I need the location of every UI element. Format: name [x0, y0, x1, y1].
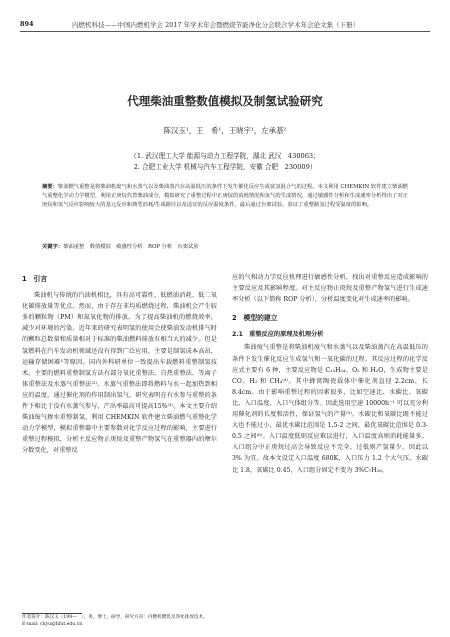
abstract	[42, 183, 408, 209]
left-column	[22, 272, 217, 457]
author-email[interactable]: E-mail: chyu@hfut.edu.cn	[22, 622, 83, 627]
header-rule	[20, 31, 430, 32]
affiliation-2: 2. 合肥工业大学 机械与汽车工程学院，安徽 合肥 230009）	[133, 163, 317, 171]
footnote	[22, 614, 218, 628]
page-number: 894	[20, 20, 34, 28]
section-heading-model: 2 模型的建立	[232, 314, 278, 323]
abstract-label: 摘要：	[42, 184, 58, 190]
affiliation-1: （1. 武汉理工大学 能源与动力工程学院，湖北 武汉 430063；	[130, 152, 320, 160]
author-list: 陈汉玉¹，王 希¹，王晓宇¹，左承基²	[163, 126, 287, 135]
running-title: 内燃机科技——中国内燃机学会 2017 年学术年会暨燃烧节能净化分会联合学术年会论文集（下册）	[72, 21, 360, 29]
mechanism-paragraph: 柴油废气重整是将柴油机废气和水蒸气以及柴油蒸汽在高温低压的条件下发生催化反应生成氢气和一氧化碳的过程。其反应过程的化学反应式主要有 6 种，主要反应物是 C₁₃H₂₄、O₂ 和 H₂O，生成物主要是 CO、H₂ 和 CH₄⁽⁴⁾。其中蜂窝陶瓷载体中催化剂直径 2.2cm，长 8.4cm。由于影响重整过程的因素很多，比如空速比、水碳比、氧碳比、入口温度、入口气体组分等。因此选用空速 10000h⁻¹ 可以充分利用催化剂的长度和活性，保证氢气的产量⁽⁵⁾。水碳比和氧碳比既不能过大也不能过小，最优水碳比范围是 1.5-2 之间，最优氧碳比范围是 0.3-0.5 之间⁽⁶⁾。入口温度低则反应难以进行，入口温度高则消耗能量多。入口组分中正庚烷过高会导致反应不完全，过低则产氢量少。因此以 3% 为宜。故本文设定入口温度 680K，入口压力 1.2 个大气压，水碳比 1.8，氧碳比 0.45，入口组分固定不变为 3%C₇H₁₆，	[232, 344, 428, 474]
keywords-text: 柴油重整 数值模拟 敏感性分析 ROP 分析 台架试验	[63, 244, 199, 250]
abstract-text: 柴油燃气重整是将柴油机废气和水蒸气以及柴油蒸汽在高温低压的条件下发生催化反应生成富氢混合气的过程。本文利用 CHEMKIN 软件建立柴油燃气重整化学动力学模型，利用正庚烷代替柴油成分，模拟研究了重整过程中正庚烷的消耗情况和氢气的生成情况，通过敏感性分析和生成速率分析得出了对正庚烷和氢气反应影响较大的基元反应和典型消耗/生成路径以及适宜的反应温度条件，最后通过台架试验，验证了重整制氢过程受温度的影响。	[42, 184, 408, 208]
paper-title: 代理柴油重整数值模拟及制氢试验研究	[127, 94, 323, 108]
intro-paragraph: 柴油机与传统的汽油机相比，具有高可靠性、低燃油消耗、低二氧化碳排放量等优点。然而，由于存在非均质燃烧过程，柴油机会产生较多的颗粒物（PM）和氮氧化物的排放。为了提高柴油机的燃烧效率，减少对环境的污染。近年来的研究表明氢的使用会使柴油发动机排气时的颗粒总数量和质量相对于标准的柴油燃料排放有相当大的减少。但是氢燃料在汽车发动机领域还没有得到广泛应用，主要是制氢成本高昂，运输存储困难¹等原因。国内外科研单位一致提出车载燃料重整制氢技术。主要的燃料重整制氢方法有部分氧化重整法、自热重整法、等离子体重整法及水蒸气重整法⁽²⁾。水蒸气重整法即将燃料与水一起加热到相应的温度，通过催化剂的作用制出氢气。研究表明在有水参与重整的条件下相比于没有水蒸气参与，产出率最高可提高15%⁽³⁾。本文主要介绍柴油废气掺水重整制氢，利用 CHEMKIN 软件建立柴油燃气重整化学动力学模型，模拟重整器中主要参数对化学反应过程的影响，主要进行重整过程模拟，分析主反应物正庚烷及重整产物氢气在重整器内的摩尔分数变化，对重整反	[22, 292, 217, 455]
author-note: 作者简介：陈汉玉（199— ），男，博士，硕导，研究方向：内燃机燃烧及净化排放技术。	[22, 615, 208, 620]
section-heading-intro: 1 引言	[22, 275, 48, 283]
subsection-heading-mechanism: 2.1 重整反应的原理及机理分析	[232, 331, 324, 339]
keywords	[42, 242, 408, 250]
keywords-label: 关键字：	[42, 244, 64, 250]
running-header	[20, 20, 430, 30]
right-column	[232, 272, 428, 476]
continued-paragraph: 应的气相动力学反应机理进行敏感性分析，找出对重整反应造成影响的主要反应及其影响程度。对主反应物正庚烷及重整产物氢气进行生成速率分析（以下简称 ROP 分析），分析温度变化对生成速率的影响。	[232, 274, 428, 304]
